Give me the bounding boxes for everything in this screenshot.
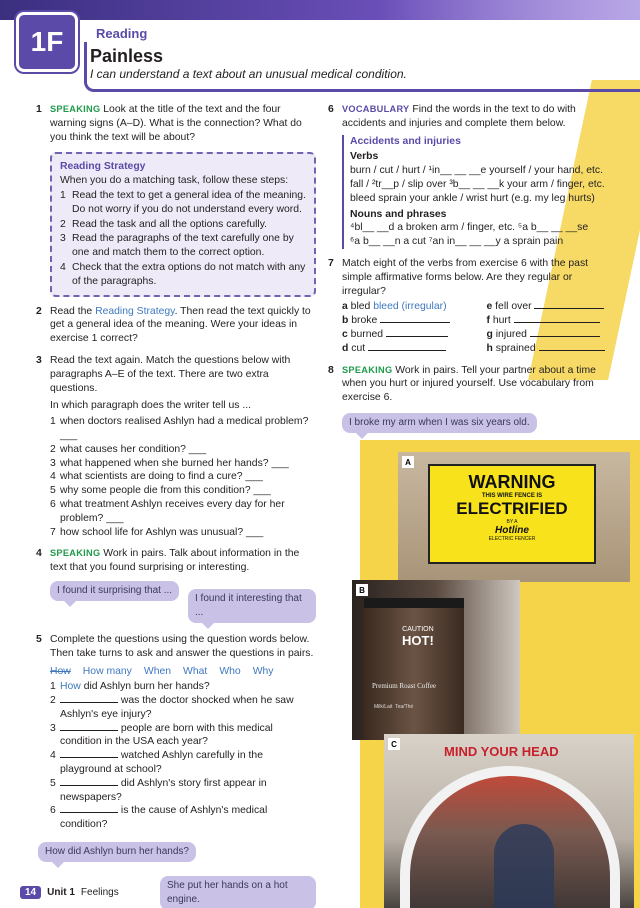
page-number: 14 <box>20 886 41 899</box>
list-item: 7 how school life for Ashlyn was unusual? ___ <box>50 526 264 538</box>
exercise-6 <box>328 103 613 249</box>
bubble-row <box>50 581 316 625</box>
list-item: 4 watched Ashlyn carefully in the playground at school? <box>50 750 263 776</box>
left-column <box>36 103 316 908</box>
vocabulary-subheading: Verbs <box>350 151 379 163</box>
question-list <box>50 680 316 832</box>
exercise-text: Read the <box>50 305 93 317</box>
exercise-8 <box>328 364 613 433</box>
exercise-text: Complete the questions using the question words below. Then take turns to ask and answer the questions in pairs. <box>50 633 314 659</box>
list-item: d cut <box>342 342 469 356</box>
photo-label: C <box>388 738 400 750</box>
question-words <box>50 665 316 679</box>
list-item: 3 what happened when she burned her hands? ___ <box>50 457 289 469</box>
exercise-number: 2 <box>36 305 42 317</box>
list-item: 1 How did Ashlyn burn her hands? <box>50 681 210 693</box>
question-word: How <box>50 665 71 677</box>
speaking-tag: SPEAKING <box>342 364 393 375</box>
vocabulary-subheading: Nouns and phrases <box>350 208 447 220</box>
vocabulary-line: ⁴bl__ __d a broken arm / finger, etc. ⁵a b__ __ __se <box>350 222 589 234</box>
list-item: 6 is the cause of Ashlyn's medical condition? <box>50 805 268 831</box>
speech-bubble: How did Ashlyn burn her hands? <box>38 842 196 862</box>
list-item: 1 when doctors realised Ashlyn had a medical problem? ___ <box>50 416 309 441</box>
verb-column-right <box>487 300 614 355</box>
sign-main-text: ELECTRIFIED <box>456 499 568 518</box>
photo-coffee-cup <box>352 580 520 740</box>
list-item: a bled bleed (irregular) <box>342 301 447 313</box>
strategy-title: Reading Strategy <box>60 161 146 173</box>
sign-brand: Hotline <box>495 525 529 536</box>
sign-subtitle: THIS WIRE FENCE IS <box>481 493 543 499</box>
speaking-tag: SPEAKING <box>50 104 101 114</box>
exercise-3 <box>36 354 316 539</box>
exercise-5 <box>36 633 316 905</box>
photo-warning-sign <box>398 452 630 582</box>
list-item: g injured <box>487 328 614 342</box>
vocabulary-line: ⁶a b__ __n a cut ⁷an in__ __ __y a sprain pain <box>350 236 564 248</box>
exercise-2 <box>36 305 316 346</box>
exercise-number: 6 <box>328 104 334 115</box>
right-column <box>328 103 613 441</box>
vocabulary-box-title: Accidents and injuries <box>350 135 461 147</box>
reading-strategy-box <box>50 152 316 296</box>
vocabulary-line: bleed sprain your ankle / wrist hurt (e.g. my leg hurts) <box>350 192 595 204</box>
footer-topic: Feelings <box>80 887 119 898</box>
banner-gradient <box>380 0 640 20</box>
page-subtitle: I can understand a text about an unusual medical condition. <box>90 67 407 81</box>
question-word: What <box>183 665 208 677</box>
verb-column-left <box>342 300 469 355</box>
speaking-tag: SPEAKING <box>50 548 101 559</box>
speech-bubble: She put her hands on a hot engine. <box>160 876 316 908</box>
exercise-number: 8 <box>328 364 334 376</box>
vocabulary-line: fall / ²tr__p / slip over ³b__ __ __k your arm / finger, etc. <box>350 178 605 190</box>
vocabulary-tag: VOCABULARY <box>342 104 410 114</box>
product-name: Premium Roast Coffee <box>372 682 437 690</box>
strategy-step: 2 Read the task and all the options carefully. <box>60 218 268 230</box>
exercise-text: Find the words in the text to do with accidents and injuries and complete them below. <box>342 104 576 129</box>
list-item: e fell over <box>487 300 614 314</box>
exercise-number: 4 <box>36 548 42 560</box>
question-word: When <box>143 665 172 677</box>
list-item: 3 people are born with this medical condition in the USA each year? <box>50 722 273 748</box>
lid-labels: Milk/Lait Tea/Thé <box>374 704 414 710</box>
exercise-number: 5 <box>36 633 42 645</box>
coffee-cup <box>364 598 464 740</box>
exercise-7 <box>328 257 613 356</box>
strategy-intro: When you do a matching task, follow these steps: <box>60 175 289 187</box>
page-title: Painless <box>90 46 164 66</box>
question-word: Why <box>252 665 274 677</box>
footer <box>20 886 119 899</box>
list-item: 5 why some people die from this condition? ___ <box>50 485 271 497</box>
photo-label: B <box>356 584 368 596</box>
unit-code-badge: 1F <box>16 12 78 72</box>
exercise-1 <box>36 103 316 144</box>
list-item: 5 did Ashlyn's story first appear in newspapers? <box>50 777 267 803</box>
list-item: 4 what scientists are doing to find a cure? ___ <box>50 471 263 483</box>
question-word: How many <box>82 665 132 677</box>
exercise-text: . Then read the text quickly to get a general idea of the meaning. Were your ideas in exercise 1 correct? <box>50 305 311 345</box>
exercise-text: Match eight of the verbs from exercise 6 with the past simple affirmative forms below. Are they regular or irregular? <box>342 257 589 297</box>
list-item: 6 what treatment Ashlyn receives every day for her problem? ___ <box>50 498 285 524</box>
question-word: Who <box>219 665 241 677</box>
exercise-4 <box>36 547 316 625</box>
list-item: c burned <box>342 328 469 342</box>
exercise-lead: In which paragraph does the writer tell us ... <box>50 400 251 412</box>
sign-title: WARNING <box>468 472 556 492</box>
exercise-text: Work in pairs. Tell your partner about a time when you hurt or injured yourself. Use vocabulary from exercise 6. <box>342 364 596 404</box>
vocabulary-line: burn / cut / hurt / ¹in__ __ __e yourself / your hand, etc. <box>350 165 603 177</box>
strategy-step: 4 Check that the extra options do not match with any of the paragraphs. <box>60 261 306 287</box>
sign-brand-sub: ELECTRIC FENCER <box>488 536 536 542</box>
exercise-text: Read the text again. Match the questions below with paragraphs A–E of the text. There are two extra questions. <box>50 354 291 394</box>
reading-strategy-link[interactable]: Reading Strategy <box>95 305 175 317</box>
sign-by: BY A <box>506 519 518 525</box>
list-item: 2 was the doctor shocked when he saw Ashlyn's eye injury? <box>50 695 294 720</box>
exercise-number: 1 <box>36 104 42 115</box>
list-item: b broke <box>342 314 469 328</box>
exercise-text: Work in pairs. Talk about information in the text that you found surprising or interesting. <box>50 548 300 574</box>
verb-match-grid <box>342 300 613 355</box>
exercise-text: Look at the title of the text and the four warning signs (A–D). What is the connection? What do you think the text will be about? <box>50 104 302 143</box>
strategy-step: 1 Read the text to get a general idea of the meaning. Do not worry if you do not understand every word. <box>60 189 306 215</box>
electrified-fence-sign <box>428 464 596 564</box>
list-item: f hurt <box>487 314 614 328</box>
caution-text: CAUTION HOT! <box>402 626 434 648</box>
speech-bubble: I found it surprising that ... <box>50 581 179 601</box>
bubble-row <box>342 413 613 433</box>
photo-mind-your-head <box>384 734 634 908</box>
section-label: Reading <box>90 24 153 43</box>
mind-your-head-sign: MIND YOUR HEAD <box>444 744 559 759</box>
person-silhouette <box>494 824 554 908</box>
vocabulary-box <box>342 135 613 249</box>
speech-bubble: I found it interesting that ... <box>188 589 316 623</box>
photo-label: A <box>402 456 414 468</box>
list-item: 2 what causes her condition? ___ <box>50 443 207 455</box>
question-list <box>50 415 316 539</box>
footer-unit: Unit 1 <box>47 887 75 898</box>
strategy-step: 3 Read the paragraphs of the text carefully one by one and match them to the correct option. <box>60 233 294 259</box>
exercise-number: 7 <box>328 257 334 269</box>
list-item: h sprained <box>487 342 614 356</box>
exercise-number: 3 <box>36 354 42 366</box>
speech-bubble: I broke my arm when I was six years old. <box>342 413 537 433</box>
